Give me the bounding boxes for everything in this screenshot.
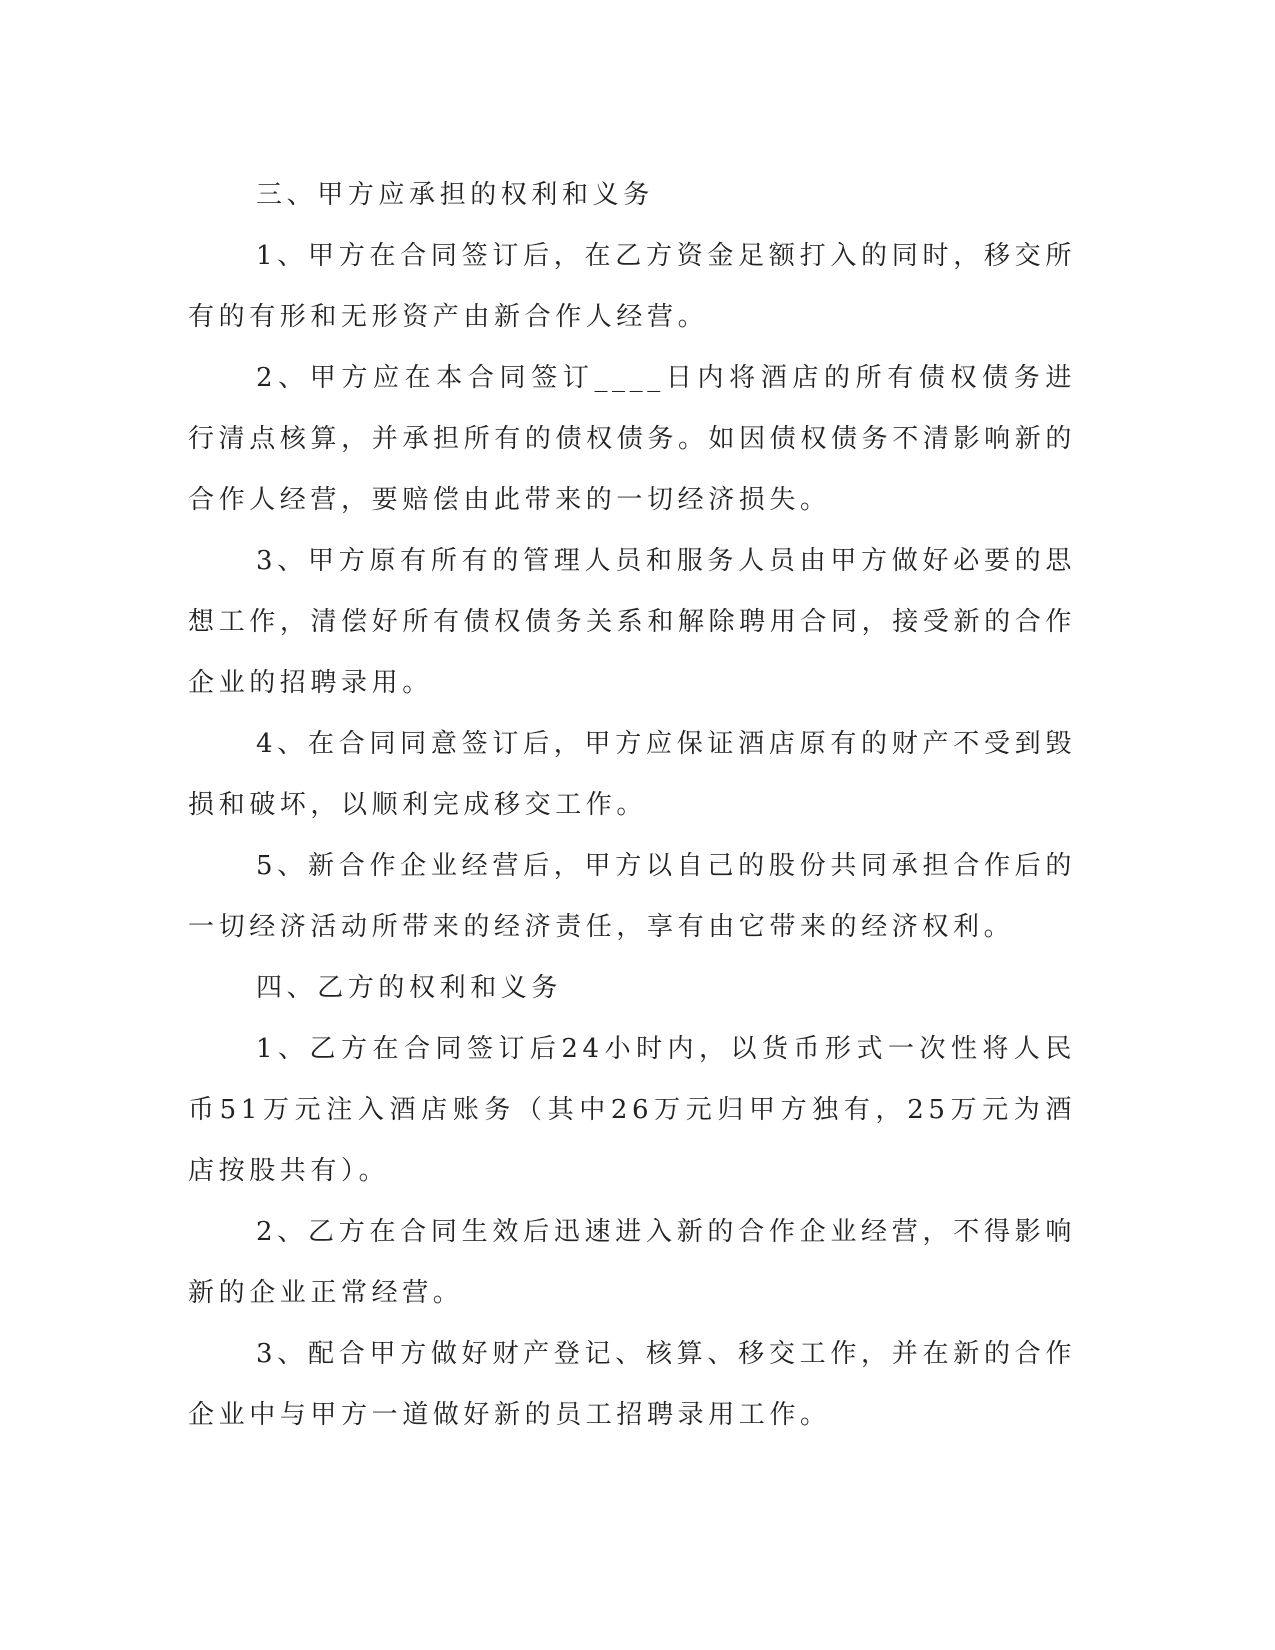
clause-paragraph: 5、新合作企业经营后，甲方以自己的股份共同承担合作后的一切经济活动所带来的经济责任，享有由它带来的经济权利。 bbox=[188, 851, 1076, 942]
clause-paragraph: 4、在合同同意签订后，甲方应保证酒店原有的财产不受到毁损和破坏，以顺利完成移交工作。 bbox=[188, 729, 1076, 820]
section-heading-party-b: 四、乙方的权利和义务 bbox=[256, 973, 563, 1003]
clause-paragraph: 1、甲方在合同签订后，在乙方资金足额打入的同时，移交所有的有形和无形资产由新合作人经营。 bbox=[188, 241, 1076, 332]
clause-paragraph: 2、乙方在合同生效后迅速进入新的合作企业经营，不得影响新的企业正常经营。 bbox=[188, 1217, 1076, 1308]
clause-paragraph: 1、乙方在合同签订后24小时内，以货币形式一次性将人民币51万元注入酒店账务（其中26万元归甲方独有，25万元为酒店按股共有）。 bbox=[188, 1034, 1076, 1186]
clause-paragraph: 3、配合甲方做好财产登记、核算、移交工作，并在新的合作企业中与甲方一道做好新的员工招聘录用工作。 bbox=[188, 1339, 1076, 1430]
document-body bbox=[188, 165, 1076, 1446]
clause-paragraph: 3、甲方原有所有的管理人员和服务人员由甲方做好必要的思想工作，清偿好所有债权债务关系和解除聘用合同，接受新的合作企业的招聘录用。 bbox=[188, 546, 1076, 698]
section-heading-party-a: 三、甲方应承担的权利和义务 bbox=[256, 180, 654, 210]
clause-paragraph: 2、甲方应在本合同签订____日内将酒店的所有债权债务进行清点核算，并承担所有的债权债务。如因债权债务不清影响新的合作人经营，要赔偿由此带来的一切经济损失。 bbox=[188, 363, 1076, 515]
